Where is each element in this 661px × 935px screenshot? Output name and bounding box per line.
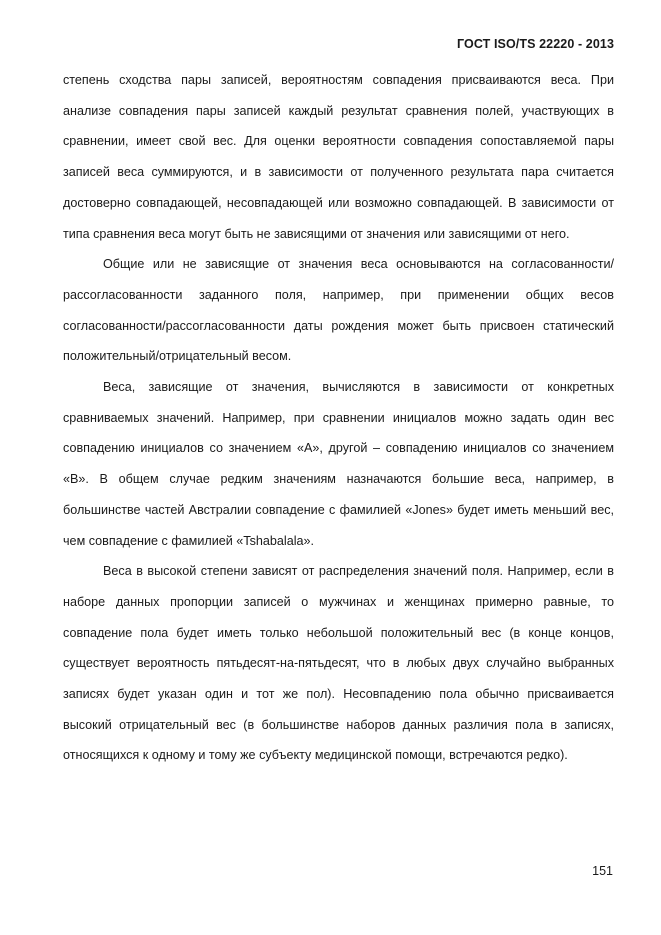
paragraph-continuation: степень сходства пары записей, вероятностям совпадения присваиваются веса. При анализе совпадения пары записей каждый результат сравнения полей, участвующих в сравнении, имеет свой вес. Для оценки вероятности совпадения сопоставляемой пары записей веса суммируются, и в зависимости от полученного результата пара считается достоверно совпадающей, несовпадающей или возможно совпадающей. В зависимости от типа сравнения веса могут быть не зависящими от значения или зависящими от него. <box>63 73 614 241</box>
body-text <box>63 65 614 771</box>
paragraph-value-weights: Веса, зависящие от значения, вычисляются в зависимости от конкретных сравниваемых значений. Например, при сравнении инициалов можно задать один вес совпадению инициалов со значением «A», другой – совпадению инициалов со значением «B». В общем случае редким значениям назначаются большие веса, например, в большинстве частей Австралии совпадение с фамилией «Jones» будет иметь меньший вес, чем совпадение с фамилией «Tshabalala». <box>63 380 614 548</box>
paragraph-general-weights: Общие или не зависящие от значения веса основываются на согласованности/рассогласованности заданного поля, например, при применении общих весов согласованности/рассогласованности даты рождения может быть присвоен статический положительный/отрицательный весом. <box>63 257 614 364</box>
document-header: ГОСТ ISO/TS 22220 - 2013 <box>457 37 614 51</box>
page-number: 151 <box>592 864 613 878</box>
paragraph-distribution-weights: Веса в высокой степени зависят от распределения значений поля. Например, если в наборе данных пропорции записей о мужчинах и женщинах примерно равные, то совпадение пола будет иметь только небольшой положительный вес (в конце концов, существует вероятность пятьдесят-на-пятьдесят, что в любых двух случайно выбранных записях будет указан один и тот же пол). Несовпадению пола обычно присваивается высокий отрицательный вес (в большинстве наборов данных различия пола в записях, относящихся к одному и тому же субъекту медицинской помощи, встречаются редко). <box>63 564 614 763</box>
